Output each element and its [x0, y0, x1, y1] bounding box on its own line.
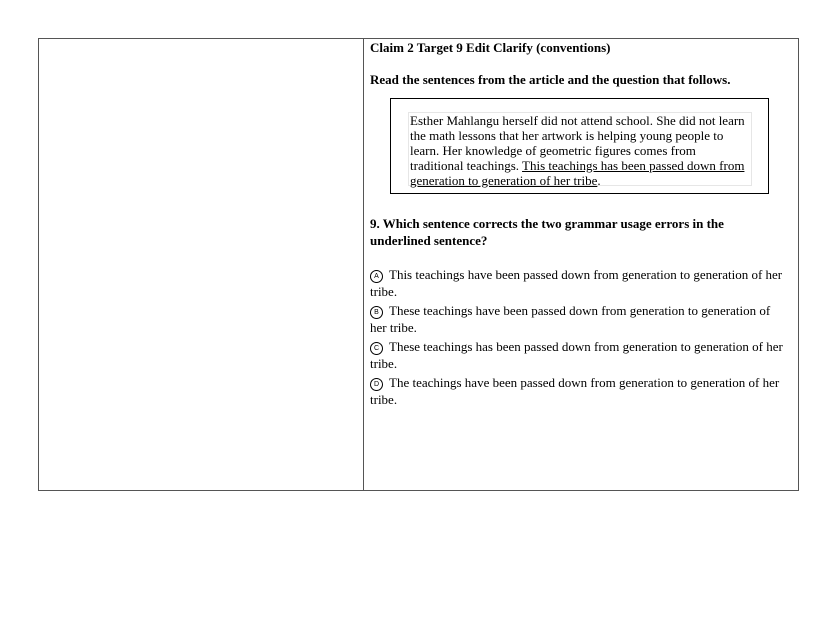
- question-text: 9. Which sentence corrects the two grammar usage errors in the underlined sentence?: [370, 216, 724, 248]
- option-d[interactable]: [370, 374, 790, 408]
- answer-options: [370, 266, 790, 410]
- option-a-text: This teachings have been passed down from generation to generation of her tribe.: [370, 267, 783, 299]
- passage-plain: Esther Mahlangu herself did not attend school. She did not learn the math lessons that her artwork is helping young people to learn. Her knowledge of geometric figures comes from traditional teachings.: [410, 113, 745, 173]
- instruction-text: Read the sentences from the article and the question that follows.: [370, 72, 731, 87]
- left-column-cell: [39, 39, 364, 490]
- claim-title: Claim 2 Target 9 Edit Clarify (conventions): [370, 40, 611, 55]
- option-c-bubble-icon[interactable]: C: [370, 342, 383, 355]
- option-b[interactable]: [370, 302, 790, 336]
- passage-underlined-sentence: This teachings has been passed down from generation to generation of her tribe: [410, 158, 745, 188]
- passage-box: [390, 98, 769, 194]
- passage-end: .: [597, 173, 601, 188]
- option-a-bubble-icon[interactable]: A: [370, 270, 383, 283]
- option-b-text: These teachings have been passed down from generation to generation of her tribe.: [370, 303, 771, 335]
- option-b-bubble-icon[interactable]: B: [370, 306, 383, 319]
- document-table: [38, 38, 799, 491]
- option-d-text: The teachings have been passed down from generation to generation of her tribe.: [370, 375, 780, 407]
- passage-text: [408, 112, 752, 186]
- option-c[interactable]: [370, 338, 790, 372]
- right-column-cell: [364, 39, 798, 490]
- option-d-bubble-icon[interactable]: D: [370, 378, 383, 391]
- option-a[interactable]: [370, 266, 790, 300]
- option-c-text: These teachings has been passed down from generation to generation of her tribe.: [370, 339, 783, 371]
